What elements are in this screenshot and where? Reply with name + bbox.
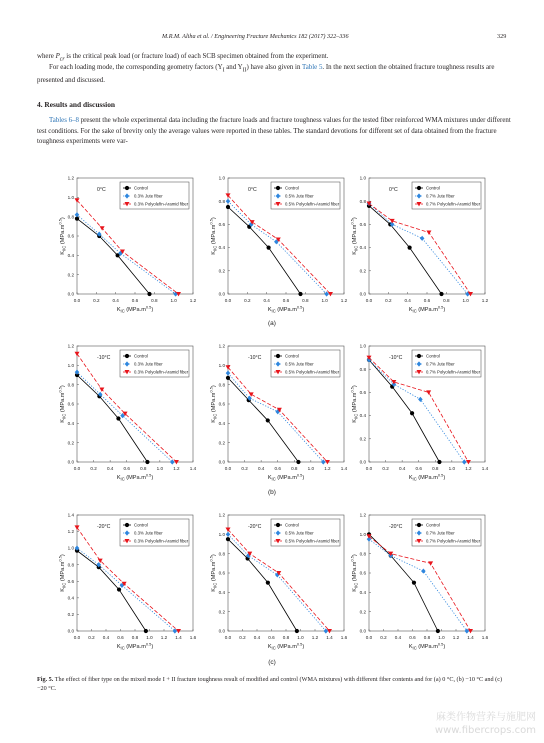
data-point xyxy=(147,292,151,296)
y-tick-label: 1.0 xyxy=(359,343,366,349)
legend-entry: Control xyxy=(426,353,440,359)
y-tick-label: 0.4 xyxy=(359,413,366,419)
legend-marker xyxy=(276,186,280,190)
temperature-label: -10°C xyxy=(389,355,403,361)
y-tick-label: 1.0 xyxy=(359,531,366,537)
x-tick-label: 1.4 xyxy=(481,466,489,471)
data-point xyxy=(226,205,230,209)
chart-9 xyxy=(350,513,489,651)
x-tick-label: 1.2 xyxy=(340,298,348,303)
row-label: (c) xyxy=(268,659,276,666)
temperature-label: 0°C xyxy=(248,187,257,193)
series-line xyxy=(369,534,438,631)
y-tick-label: 1.2 xyxy=(67,343,74,349)
x-tick-label: 0.2 xyxy=(385,298,392,303)
x-tick-label: 0.2 xyxy=(93,298,100,303)
section-heading: 4. Results and discussion xyxy=(37,100,116,109)
temperature-label: -10°C xyxy=(248,355,262,361)
y-tick-label: 0.4 xyxy=(218,420,225,426)
y-tick-label: 0.8 xyxy=(359,198,366,204)
y-tick-label: 1.0 xyxy=(67,545,74,551)
y-tick-label: 1.2 xyxy=(67,529,74,535)
x-tick-label: 0.6 xyxy=(282,298,290,303)
legend-entry: 0.3% Polyolefin-Aramid fiber xyxy=(134,201,189,207)
x-tick-label: 1.0 xyxy=(170,298,177,303)
x-axis-label: $K_{IC}$ $(MPa.m^{0.5})$ xyxy=(267,472,305,482)
data-point xyxy=(428,561,433,565)
chart-5 xyxy=(209,344,348,482)
x-axis-label: $K_{IC}$ $(MPa.m^{0.5})$ xyxy=(408,304,446,314)
y-tick-label: 0.6 xyxy=(67,578,74,584)
legend-entry: 0.5% Jute fiber xyxy=(285,193,314,199)
chart-8 xyxy=(209,513,348,651)
y-tick-label: 0.4 xyxy=(218,245,225,251)
series-line xyxy=(369,204,468,294)
x-tick-label: 0.8 xyxy=(131,635,139,640)
series-line xyxy=(228,534,326,631)
x-tick-label: 0.6 xyxy=(268,635,275,640)
x-tick-label: 0.0 xyxy=(365,635,373,640)
y-axis-label: $K_{IIC}$ $(MPa.m^{0.5})$ xyxy=(57,554,67,592)
y-tick-label: 0.0 xyxy=(67,628,74,634)
data-point xyxy=(426,231,431,235)
legend-entry: 0.3% Polyolefin-Aramid fiber xyxy=(134,369,189,375)
x-tick-label: 0.6 xyxy=(123,466,130,471)
y-tick-label: 0.0 xyxy=(67,291,74,297)
x-tick-label: 1.2 xyxy=(311,635,319,640)
data-point xyxy=(117,587,121,591)
y-tick-label: 0.0 xyxy=(218,459,225,465)
x-tick-label: 0.6 xyxy=(409,635,416,640)
data-point xyxy=(145,460,149,464)
page-header xyxy=(0,33,544,45)
y-tick-label: 1.2 xyxy=(359,512,366,518)
x-tick-label: 0.2 xyxy=(88,635,95,640)
y-axis-label: $K_{IIC}$ $(MPa.m^{0.5})$ xyxy=(349,217,359,255)
temperature-label: 0°C xyxy=(389,187,398,193)
x-tick-label: 0.8 xyxy=(151,298,158,303)
data-point xyxy=(226,376,230,380)
legend-entry: 0.7% Polyolefin-Aramid fiber xyxy=(426,538,481,544)
data-point xyxy=(226,199,231,204)
y-tick-label: 0.2 xyxy=(218,440,225,446)
x-tick-label: 0.0 xyxy=(73,635,81,640)
y-axis-label: $K_{IIC}$ $(MPa.m^{0.5})$ xyxy=(208,385,218,423)
y-tick-label: 0.6 xyxy=(67,233,74,239)
series-line xyxy=(228,373,323,462)
y-axis-label: $K_{IIC}$ $(MPa.m^{0.5})$ xyxy=(349,385,359,423)
x-tick-label: 1.4 xyxy=(467,635,474,640)
x-tick-label: 1.2 xyxy=(452,635,460,640)
x-tick-label: 0.0 xyxy=(365,466,373,471)
y-tick-label: 1.2 xyxy=(67,175,74,181)
y-axis-label: $K_{IIC}$ $(MPa.m^{0.5})$ xyxy=(57,217,67,255)
chart-6 xyxy=(350,344,489,482)
x-tick-label: 0.8 xyxy=(302,298,309,303)
data-point xyxy=(439,292,443,296)
y-tick-label: 1.0 xyxy=(218,531,225,537)
x-tick-label: 0.8 xyxy=(291,466,298,471)
y-tick-label: 0.0 xyxy=(359,459,366,465)
y-tick-label: 0.4 xyxy=(67,595,74,601)
journal-citation: M.R.M. Aliha et al. / Engineering Fracture Mechanics 182 (2017) 322–336 xyxy=(162,33,349,40)
x-tick-label: 1.2 xyxy=(481,298,489,303)
x-tick-label: 0.4 xyxy=(398,466,406,471)
figure-caption: Fig. 5. The effect of fiber type on the mixed mode I + II fracture toughness result of modified and control (WMA mixtures) with different fiber contents and for (a) 0 °C, (b) −10 °C and (c) −20 °C. xyxy=(37,676,503,692)
legend-entry: Control xyxy=(426,522,440,528)
legend-entry: 0.5% Jute fiber xyxy=(285,530,314,536)
x-tick-label: 0.0 xyxy=(224,635,232,640)
y-tick-label: 1.0 xyxy=(218,175,225,181)
x-tick-label: 1.0 xyxy=(438,635,445,640)
y-tick-label: 1.2 xyxy=(218,343,225,349)
data-point xyxy=(412,581,416,585)
temperature-label: -20°C xyxy=(248,524,262,530)
y-tick-label: 0.6 xyxy=(218,401,225,407)
x-tick-label: 0.4 xyxy=(253,635,261,640)
y-tick-label: 0.4 xyxy=(359,589,366,595)
y-tick-label: 0.0 xyxy=(218,291,225,297)
x-tick-label: 0.6 xyxy=(274,466,281,471)
legend-entry: 0.5% Jute fiber xyxy=(285,361,314,367)
x-tick-label: 1.0 xyxy=(307,466,315,471)
x-tick-label: 0.4 xyxy=(257,466,265,471)
y-tick-label: 0.8 xyxy=(218,382,225,388)
legend-entry: Control xyxy=(285,185,299,191)
y-tick-label: 0.4 xyxy=(67,252,74,258)
y-tick-label: 0.2 xyxy=(359,609,366,615)
y-tick-label: 1.0 xyxy=(359,175,366,181)
data-point xyxy=(295,629,299,633)
y-tick-label: 0.2 xyxy=(218,268,225,274)
data-point xyxy=(116,416,120,420)
data-point xyxy=(144,629,148,633)
data-point xyxy=(408,246,412,250)
series-line xyxy=(228,539,297,631)
x-tick-label: 0.8 xyxy=(140,466,147,471)
data-point xyxy=(100,226,105,230)
x-axis-label: $K_{IC}$ $(MPa.m^{0.5})$ xyxy=(408,641,446,651)
x-tick-label: 0.6 xyxy=(117,635,124,640)
x-axis-label: $K_{IC}$ $(MPa.m^{0.5})$ xyxy=(116,472,154,482)
x-tick-label: 0.0 xyxy=(224,466,232,471)
data-point xyxy=(170,459,175,464)
legend-entry: 0.3% Jute fiber xyxy=(134,530,163,536)
data-point xyxy=(226,537,230,541)
y-tick-label: 0.8 xyxy=(218,198,225,204)
x-tick-label: 1.6 xyxy=(340,635,348,640)
temperature-label: -20°C xyxy=(389,524,403,530)
legend-marker xyxy=(276,354,280,358)
x-axis-label: $K_{IC}$ $(MPa.m^{0.5})$ xyxy=(267,641,305,651)
y-tick-label: 0.6 xyxy=(218,222,225,227)
x-tick-label: 0.2 xyxy=(241,466,248,471)
temperature-label: -20°C xyxy=(97,524,111,530)
y-tick-label: 0.2 xyxy=(359,268,366,274)
y-axis-label: $K_{IIC}$ $(MPa.m^{0.5})$ xyxy=(208,217,218,255)
x-tick-label: 0.0 xyxy=(73,466,81,471)
data-point xyxy=(266,418,270,422)
x-tick-label: 0.4 xyxy=(102,635,110,640)
series-line xyxy=(369,206,442,294)
x-tick-label: 1.6 xyxy=(189,635,197,640)
paragraph-geometry-factors: For each loading mode, the corresponding geometry factors ($Y_I$ and $Y_{II}$) have also given in Table 5. In the next section the obtained fracture toughness results are presented and discussed. xyxy=(37,64,495,84)
series-line xyxy=(228,378,298,462)
x-tick-label: 1.0 xyxy=(156,466,164,471)
legend-entry: 0.7% Jute fiber xyxy=(426,361,455,367)
legend-entry: 0.7% Jute fiber xyxy=(426,193,455,199)
legend-entry: Control xyxy=(426,185,440,191)
series-line xyxy=(77,375,147,462)
x-tick-label: 0.4 xyxy=(263,298,270,303)
x-tick-label: 1.0 xyxy=(321,298,328,303)
y-tick-label: 0.6 xyxy=(67,401,74,407)
data-point xyxy=(426,390,431,394)
data-point xyxy=(296,460,300,464)
y-axis-label: $K_{IIC}$ $(MPa.m^{0.5})$ xyxy=(57,385,67,423)
y-tick-label: 1.0 xyxy=(67,194,74,200)
tables-6-8-link[interactable]: Tables 6–8 xyxy=(49,117,79,124)
y-tick-label: 0.8 xyxy=(67,382,74,388)
y-tick-label: 0.4 xyxy=(67,420,74,426)
y-tick-label: 0.0 xyxy=(359,291,366,297)
y-tick-label: 0.0 xyxy=(218,628,225,634)
series-line xyxy=(228,207,301,294)
x-axis-label: $K_{IC}$ $(MPa.m^{0.5})$ xyxy=(116,304,154,314)
legend-marker xyxy=(417,186,421,190)
legend-entry: 0.7% Jute fiber xyxy=(426,530,455,536)
x-tick-label: 1.6 xyxy=(481,635,489,640)
legend-entry: Control xyxy=(285,353,299,359)
paragraph-results: Tables 6–8 present the whole experimental data including the fracture loads and fracture toughness values for the tested fiber reinforced WMA mixtures under different test conditions. For the sake of brevity only the average values were reported in these tables. The standard devotions for different set of data obtained from the fracture toughness experiments were var- xyxy=(37,117,511,146)
x-tick-label: 1.0 xyxy=(462,298,469,303)
y-tick-label: 0.0 xyxy=(359,628,366,634)
legend-entry: 0.5% Polyolefin-Aramid fiber xyxy=(285,201,340,207)
legend-marker xyxy=(276,523,280,527)
series-line xyxy=(228,367,327,462)
chart-2 xyxy=(209,176,348,314)
y-tick-label: 1.2 xyxy=(218,512,225,518)
row-label: (a) xyxy=(268,320,276,327)
x-tick-label: 0.4 xyxy=(394,635,402,640)
y-tick-label: 0.6 xyxy=(218,570,225,576)
series-line xyxy=(77,548,175,631)
temperature-label: -10°C xyxy=(97,355,111,361)
y-tick-label: 0.2 xyxy=(359,436,366,442)
data-point xyxy=(226,532,231,537)
data-point xyxy=(99,388,104,392)
legend-entry: Control xyxy=(134,353,148,359)
x-tick-label: 0.8 xyxy=(432,466,439,471)
y-tick-label: 0.2 xyxy=(67,612,74,618)
x-tick-label: 1.2 xyxy=(189,298,197,303)
series-line xyxy=(369,536,471,631)
legend-marker xyxy=(125,354,129,358)
series-line xyxy=(77,219,150,294)
data-point xyxy=(410,411,414,415)
x-tick-label: 0.4 xyxy=(404,298,411,303)
x-tick-label: 0.4 xyxy=(106,466,114,471)
data-point xyxy=(462,459,467,464)
y-tick-label: 0.2 xyxy=(67,272,74,278)
y-tick-label: 0.0 xyxy=(67,459,74,465)
y-tick-label: 0.6 xyxy=(359,390,366,395)
legend-entry: 0.3% Jute fiber xyxy=(134,193,163,199)
table-5-link[interactable]: Table 5 xyxy=(302,64,323,71)
y-tick-label: 0.4 xyxy=(359,245,366,251)
chart-3 xyxy=(350,176,489,314)
series-line xyxy=(228,201,327,294)
series-line xyxy=(77,551,146,631)
x-tick-label: 1.2 xyxy=(173,466,180,471)
x-tick-label: 1.4 xyxy=(189,466,197,471)
data-point xyxy=(436,629,440,633)
x-tick-label: 1.2 xyxy=(324,466,331,471)
y-tick-label: 0.2 xyxy=(218,609,225,615)
data-point xyxy=(298,292,302,296)
legend-entry: Control xyxy=(285,522,299,528)
y-tick-label: 0.6 xyxy=(359,222,366,227)
legend-entry: Control xyxy=(134,522,148,528)
figure-5 xyxy=(0,168,544,671)
x-tick-label: 0.2 xyxy=(382,466,389,471)
data-point xyxy=(267,246,271,250)
x-tick-label: 0.2 xyxy=(90,466,97,471)
y-tick-label: 0.2 xyxy=(67,440,74,446)
y-tick-label: 0.8 xyxy=(67,562,74,568)
x-tick-label: 0.6 xyxy=(131,298,139,303)
legend-entry: Control xyxy=(134,185,148,191)
legend-entry: 0.3% Jute fiber xyxy=(134,361,163,367)
legend-entry: 0.7% Polyolefin-Aramid fiber xyxy=(426,201,481,207)
y-tick-label: 0.8 xyxy=(218,551,225,557)
temperature-label: 0°C xyxy=(97,187,106,193)
series-line xyxy=(77,372,172,462)
watermark: 麻类作物营养与施肥网 www.fibercrops.com xyxy=(434,712,536,736)
legend-marker xyxy=(125,523,129,527)
legend-marker xyxy=(125,186,129,190)
chart-1 xyxy=(58,176,197,314)
y-tick-label: 1.0 xyxy=(67,362,74,368)
data-point xyxy=(75,525,80,529)
x-tick-label: 1.4 xyxy=(175,635,182,640)
data-point xyxy=(75,352,80,356)
legend-entry: 0.5% Polyolefin-Aramid fiber xyxy=(285,538,340,544)
y-axis-label: $K_{IIC}$ $(MPa.m^{0.5})$ xyxy=(349,554,359,592)
legend-entry: 0.3% Polyolefin-Aramid fiber xyxy=(134,538,189,544)
x-tick-label: 1.2 xyxy=(465,466,472,471)
data-point xyxy=(437,460,441,464)
x-axis-label: $K_{IC}$ $(MPa.m^{0.5})$ xyxy=(267,304,305,314)
data-point xyxy=(266,581,270,585)
legend-marker xyxy=(417,354,421,358)
legend-entry: 0.5% Polyolefin-Aramid fiber xyxy=(285,369,340,375)
paragraph-pcr: where $P_{cr}$ is the critical peak load (or fracture load) of each SCB specimen obtained from the experiment. xyxy=(37,53,329,63)
chart-7 xyxy=(58,513,197,651)
page-number: 329 xyxy=(497,33,507,40)
y-tick-label: 1.0 xyxy=(218,362,225,368)
x-tick-label: 0.6 xyxy=(415,466,422,471)
series-line xyxy=(369,539,467,631)
x-tick-label: 1.4 xyxy=(340,466,348,471)
y-tick-label: 0.6 xyxy=(359,570,366,576)
x-tick-label: 0.0 xyxy=(365,298,373,303)
x-axis-label: $K_{IC}$ $(MPa.m^{0.5})$ xyxy=(408,472,446,482)
x-tick-label: 0.8 xyxy=(423,635,431,640)
y-tick-label: 1.4 xyxy=(67,512,74,518)
x-tick-label: 1.2 xyxy=(160,635,168,640)
y-tick-label: 0.4 xyxy=(218,589,225,595)
data-point xyxy=(226,370,231,375)
x-tick-label: 0.2 xyxy=(380,635,387,640)
x-tick-label: 0.4 xyxy=(112,298,119,303)
x-tick-label: 0.6 xyxy=(423,298,431,303)
y-tick-label: 0.8 xyxy=(359,366,366,372)
data-point xyxy=(421,568,426,573)
x-tick-label: 1.0 xyxy=(448,466,456,471)
x-tick-label: 0.0 xyxy=(224,298,232,303)
x-tick-label: 1.0 xyxy=(146,635,153,640)
x-tick-label: 1.0 xyxy=(297,635,304,640)
chart-4 xyxy=(58,344,197,482)
x-tick-label: 1.4 xyxy=(326,635,333,640)
row-label: (b) xyxy=(268,489,276,496)
y-axis-label: $K_{IIC}$ $(MPa.m^{0.5})$ xyxy=(208,554,218,592)
x-tick-label: 0.0 xyxy=(73,298,81,303)
x-axis-label: $K_{IC}$ $(MPa.m^{0.5})$ xyxy=(116,641,154,651)
y-tick-label: 0.8 xyxy=(359,551,366,557)
y-tick-label: 0.8 xyxy=(67,214,74,220)
x-tick-label: 0.2 xyxy=(244,298,251,303)
legend-entry: 0.7% Polyolefin-Aramid fiber xyxy=(426,369,481,375)
x-tick-label: 0.2 xyxy=(239,635,246,640)
data-point xyxy=(420,236,425,241)
series-line xyxy=(77,200,179,294)
x-tick-label: 0.8 xyxy=(282,635,290,640)
x-tick-label: 0.8 xyxy=(443,298,450,303)
legend-marker xyxy=(417,523,421,527)
